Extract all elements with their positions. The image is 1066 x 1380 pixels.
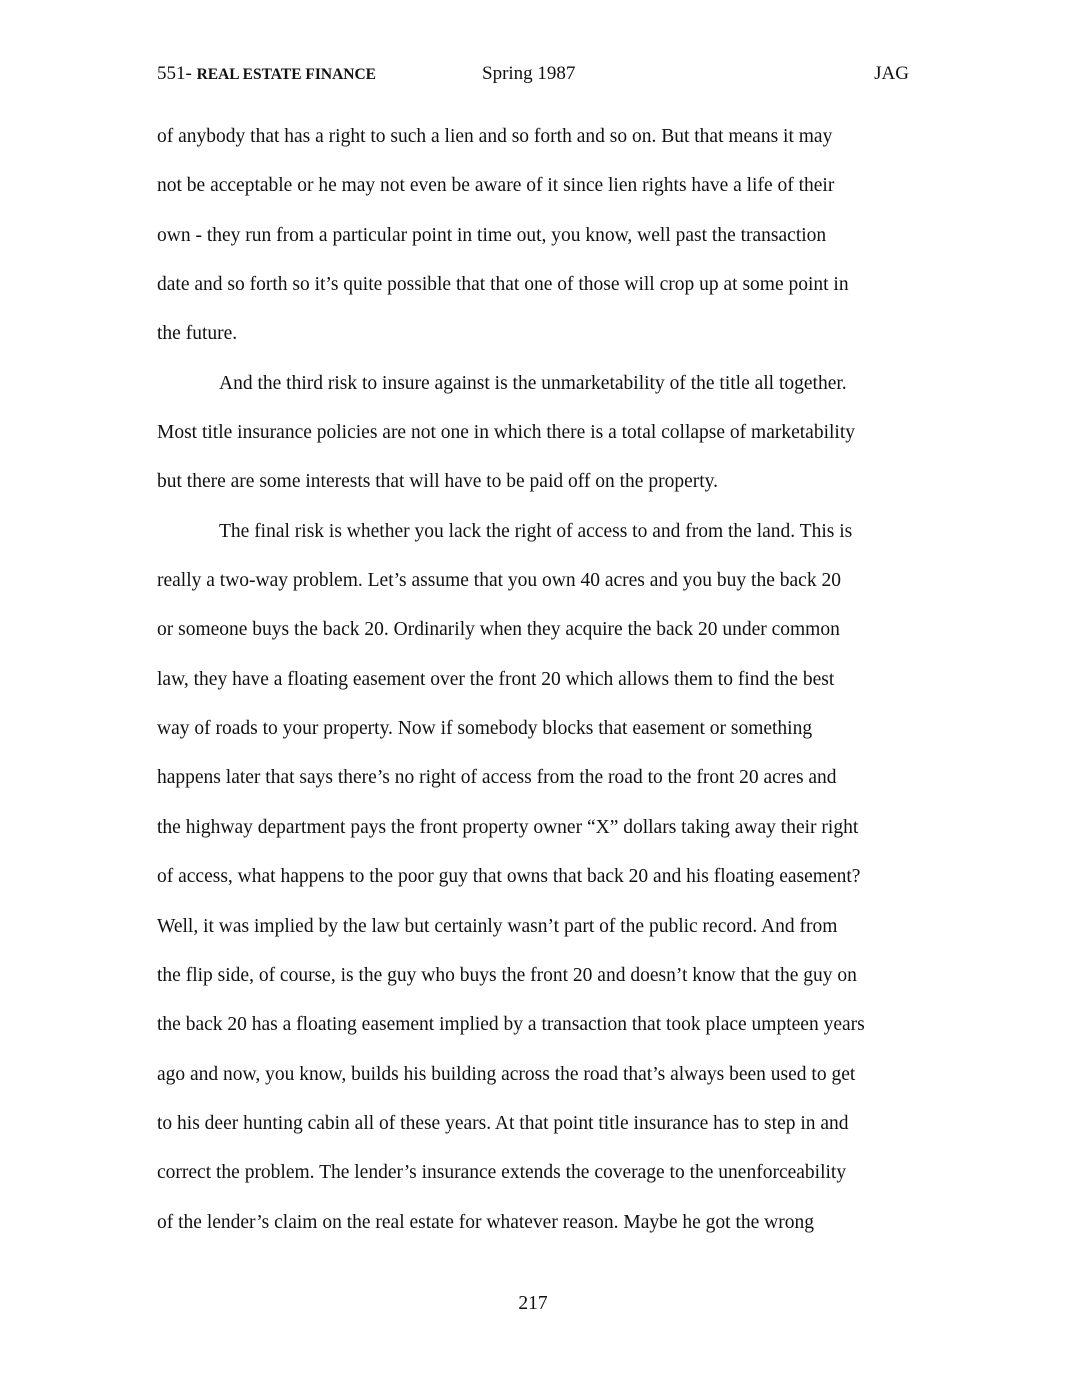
text-line: happens later that says there’s no right of access from the road to the front 20 acres and (157, 767, 837, 789)
text-line: own - they run from a particular point in time out, you know, well past the transaction (157, 224, 827, 246)
text-line: but there are some interests that will have to be paid off on the property. (157, 471, 718, 493)
paragraph-first-line: And the third risk to insure against is the unmarketability of the title all together. (219, 372, 847, 394)
text-line: the highway department pays the front property owner “X” dollars taking away their right (157, 816, 859, 838)
text-line: of the lender’s claim on the real estate for whatever reason. Maybe he got the wrong (157, 1211, 814, 1233)
text-line: of access, what happens to the poor guy that owns that back 20 and his floating easement? (157, 866, 861, 888)
text-line: date and so forth so it’s quite possible that that one of those will crop up at some point in (157, 274, 849, 296)
text-line: correct the problem. The lender’s insurance extends the coverage to the unenforceability (157, 1162, 847, 1184)
text-line: the flip side, of course, is the guy who buys the front 20 and doesn’t know that the guy on (157, 964, 857, 986)
course-code: 551- (157, 63, 197, 84)
text-line: the back 20 has a floating easement implied by a transaction that took place umpteen years (157, 1014, 865, 1036)
paragraph-first-line: The final risk is whether you lack the right of access to and from the land. This is (219, 520, 853, 542)
transcript-body (157, 122, 909, 1257)
page-header (157, 63, 909, 91)
text-line: law, they have a floating easement over the front 20 which allows them to find the best (157, 668, 835, 690)
text-line: ago and now, you know, builds his building across the road that’s always been used to get (157, 1063, 856, 1085)
text-line: not be acceptable or he may not even be aware of it since lien rights have a life of their (157, 175, 835, 197)
text-line: or someone buys the back 20. Ordinarily when they acquire the back 20 under common (157, 619, 840, 641)
text-line: Most title insurance policies are not one in which there is a total collapse of marketability (157, 422, 856, 444)
text-line: to his deer hunting cabin all of these years. At that point title insurance has to step in and (157, 1112, 849, 1134)
course-label (157, 63, 376, 85)
page-number: 217 (518, 1293, 548, 1314)
text-line: Well, it was implied by the law but certainly wasn’t part of the public record. And from (157, 915, 838, 937)
text-line: of anybody that has a right to such a lien and so forth and so on. But that means it may (157, 126, 833, 147)
text-line: really a two-way problem. Let’s assume that you own 40 acres and you buy the back 20 (157, 570, 841, 592)
term-label: Spring 1987 (482, 63, 576, 84)
course-title: REAL ESTATE FINANCE (196, 66, 377, 83)
text-line: way of roads to your property. Now if somebody blocks that easement or something (157, 718, 813, 740)
author-initials: JAG (874, 63, 909, 84)
text-line: the future. (157, 323, 238, 345)
